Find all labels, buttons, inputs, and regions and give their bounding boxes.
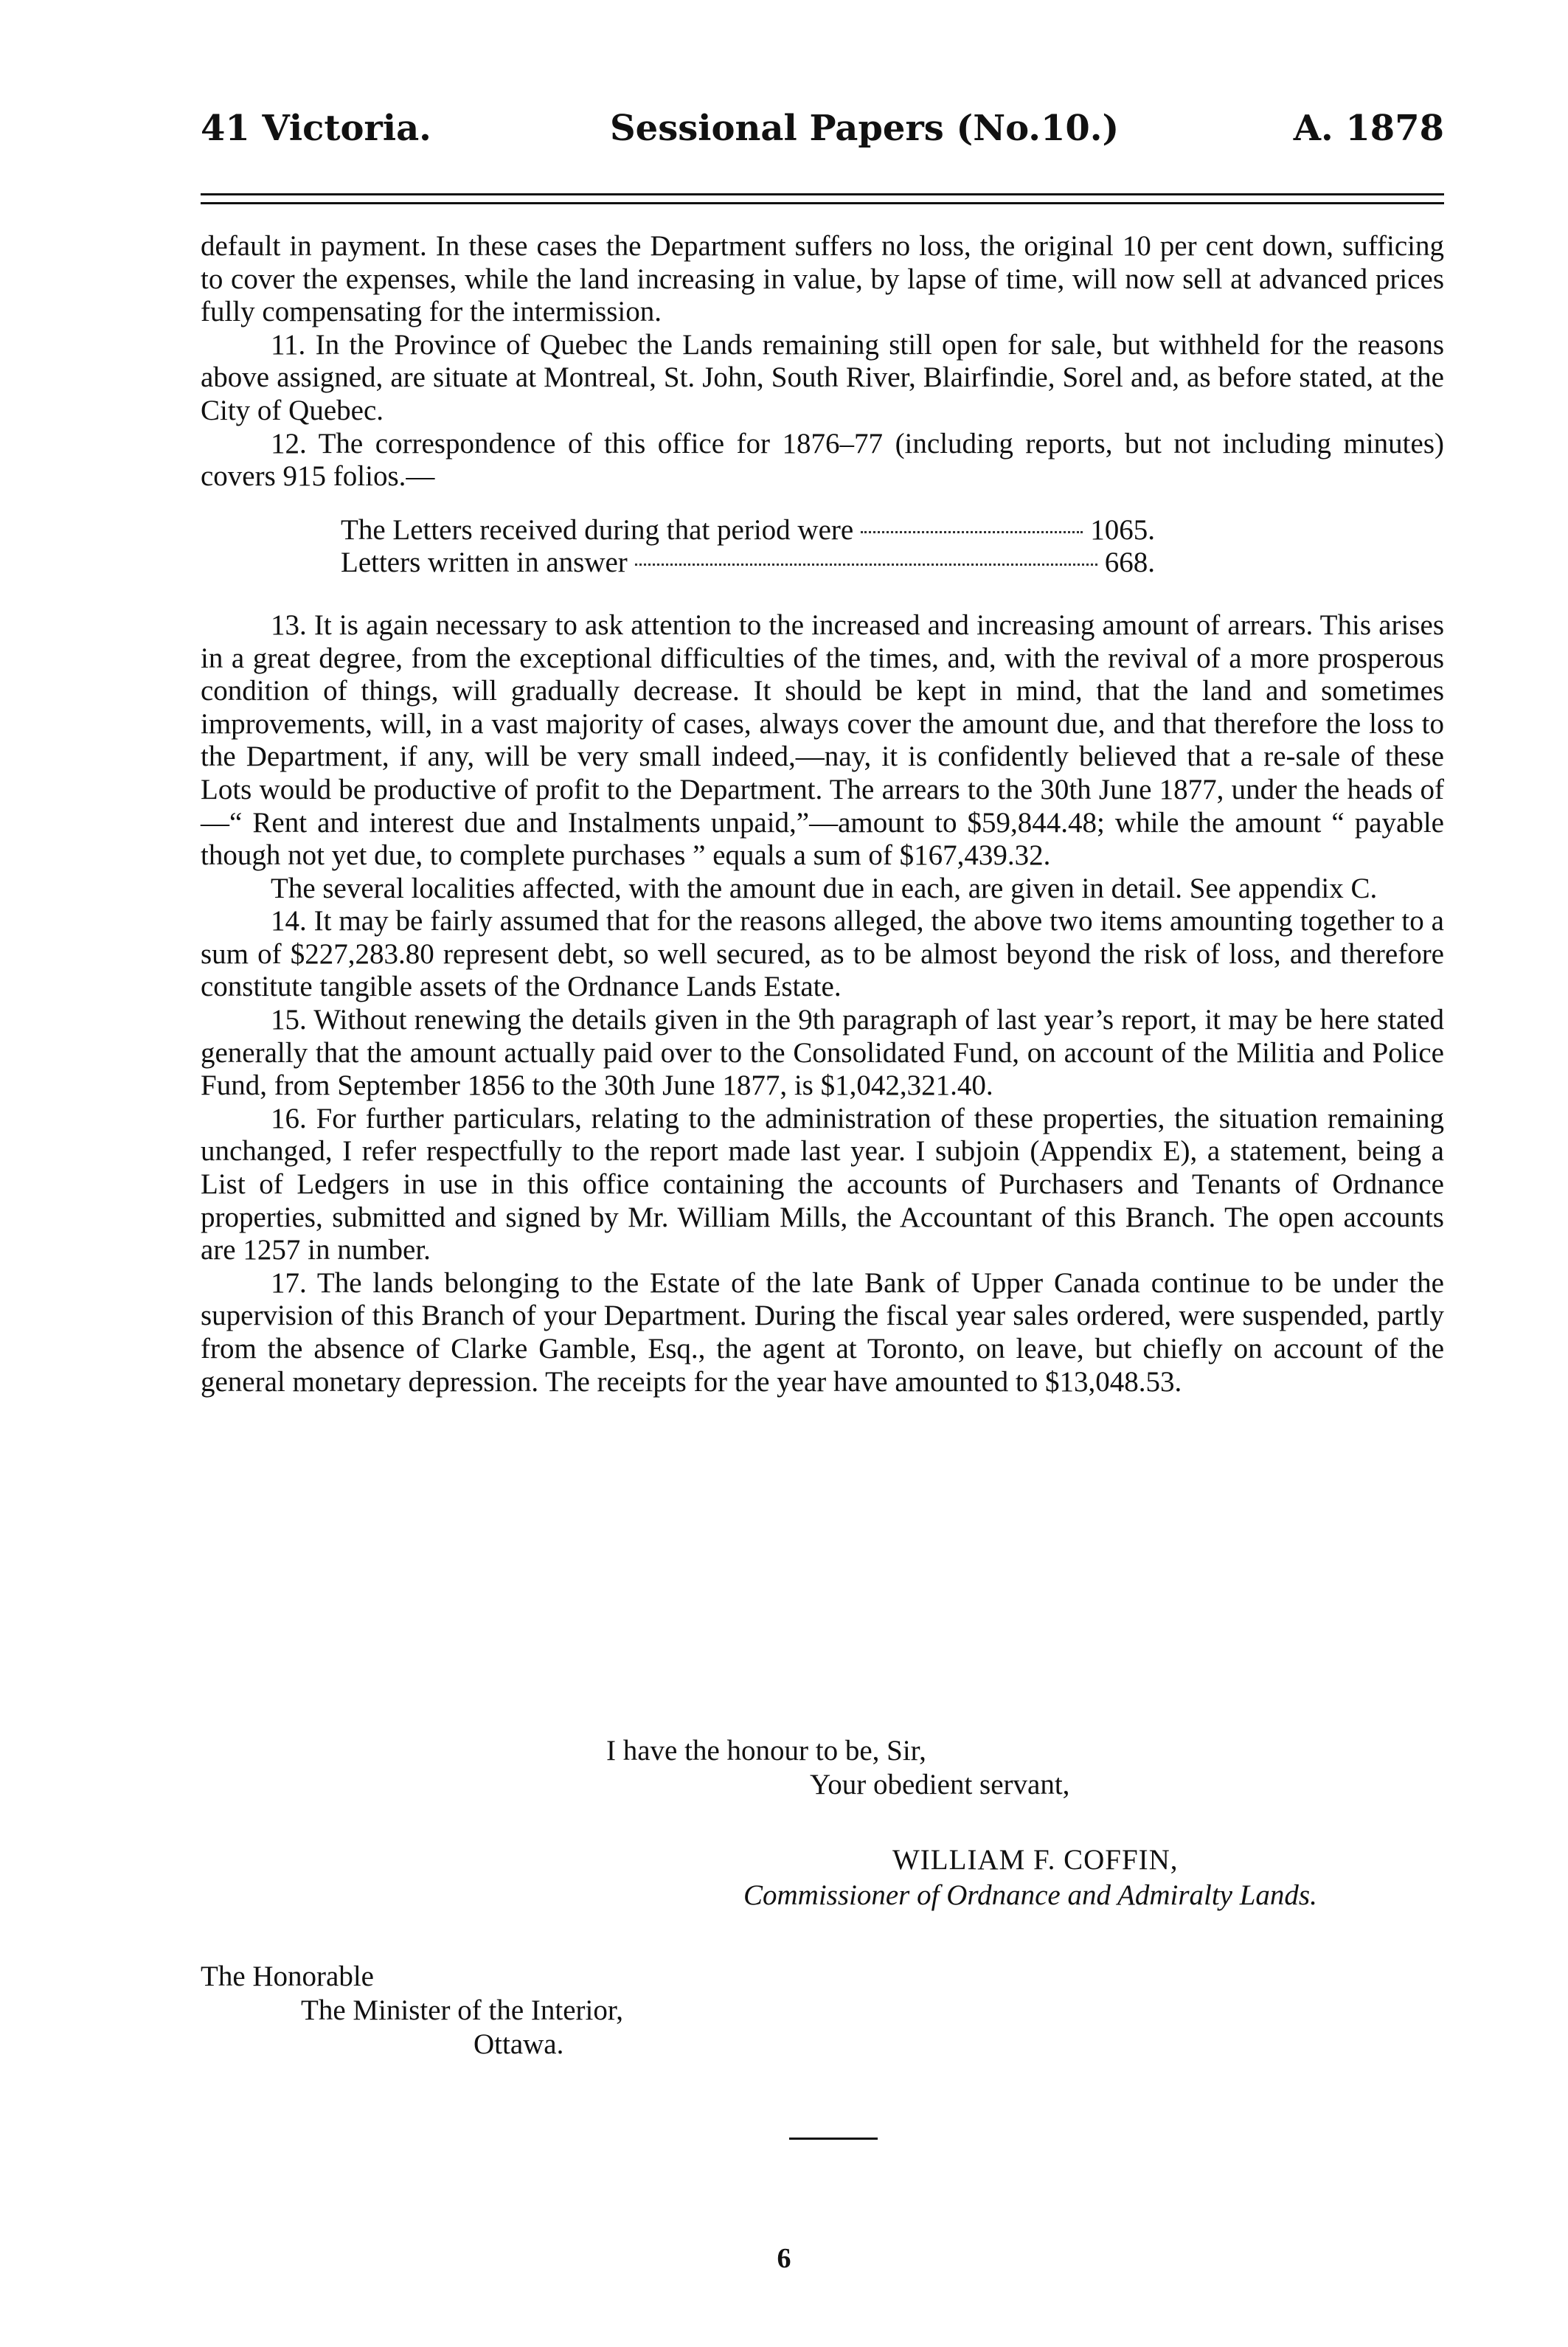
- paragraph-17: 17. The lands belonging to the Estate of the late Bank of Upper Canada continue to be under the supervision of this Branch of your Department. During the fiscal year sales ordered, were suspended, partly from the absence of Clarke Gamble, Esq., the agent at Toronto, on leave, but chiefly on account of the general monetary depression. The receipts for the year have amounted to $13,048.53.: [201, 1266, 1444, 1398]
- letters-written-label: Letters written in answer: [341, 547, 628, 579]
- report-body: [201, 230, 1444, 1398]
- addressee-line-2: The Minister of the Interior,: [301, 1994, 624, 2026]
- letters-received-label: The Letters received during that period were: [341, 513, 854, 546]
- paragraph-15: 15. Without renewing the details given in the 9th paragraph of last year’s report, it may be here stated generally that the amount actually paid over to the Consolidated Fund, on account of the Militia and Police Fund, from September 1856 to the 30th June 1877, is $1,042,321.40.: [201, 1004, 1444, 1102]
- paragraph-13-localities: The several localities affected, with the amount due in each, are given in detail. See appendix C.: [271, 872, 1378, 904]
- header-rule-top: [201, 193, 1444, 195]
- leader-dots: [635, 563, 1097, 566]
- header-session: 41 Victoria.: [201, 108, 431, 149]
- letters-received-value: 1065.: [1090, 513, 1155, 546]
- paragraph-13: 13. It is again necessary to ask attention to the increased and increasing amount of arrears. This arises in a great degree, from the exceptional difficulties of the times, and, with the revival of a more prosperous condition of things, will gradually decrease. It should be kept in mind, that the land and sometimes improvements, will, in a vast majority of cases, always cover the amount due, and that therefore the loss to the Department, if any, will be very small indeed,—nay, it is confidently believed that a re-sale of these Lots would be productive of profit to the Department. The arrears to the 30th June 1877, under the heads of—“ Rent and interest due and Instalments unpaid,”—amount to $59,844.48; while the amount “ payable though not yet due, to complete purchases ” equals a sum of $167,439.32.: [201, 609, 1444, 872]
- letters-written-value: 668.: [1104, 547, 1155, 579]
- header-sessional-papers: Sessional Papers (No.10.): [610, 108, 1120, 149]
- paragraph-12: 12. The correspondence of this office for 1876–77 (including reports, but not including minutes) covers 915 folios.—: [201, 427, 1444, 493]
- page-number: 6: [777, 2243, 791, 2274]
- letters-written-row: [341, 547, 1155, 580]
- signature-name: WILLIAM F. COFFIN,: [892, 1844, 1179, 1876]
- signature-title: Commissioner of Ordnance and Admiralty Lands.: [743, 1879, 1317, 1911]
- letters-received-row: [341, 514, 1155, 547]
- header-rule-bottom: [201, 202, 1444, 204]
- paragraph-11: 11. In the Province of Quebec the Lands remaining still open for sale, but withheld for the reasons above assigned, are situate at Montreal, St. John, South River, Blairfindie, Sorel and, as before stated, at the City of Quebec.: [201, 328, 1444, 426]
- addressee-line-1: The Honorable: [201, 1961, 374, 1992]
- closing-servant: Your obedient servant,: [810, 1769, 1070, 1800]
- leader-dots: [861, 530, 1083, 533]
- addressee-line-3: Ottawa.: [473, 2028, 564, 2060]
- paragraph-14: 14. It may be fairly assumed that for the reasons alleged, the above two items amounting together to a sum of $227,283.80 represent debt, so well secured, as to be almost beyond the risk of loss, and therefore constitute tangible assets of the Ordnance Lands Estate.: [201, 905, 1444, 1003]
- footer-rule: [789, 2138, 878, 2140]
- header-year: A. 1878: [1293, 108, 1444, 149]
- letters-summary: [201, 514, 1444, 580]
- closing-honour: I have the honour to be, Sir,: [606, 1735, 926, 1767]
- paragraph-16: 16. For further particulars, relating to the administration of these properties, the situation remaining unchanged, I refer respectfully to the report made last year. I subjoin (Appendix E), a statement, being a List of Ledgers in use in this office containing the accounts of Purchasers and Tenants of Ordnance properties, submitted and signed by Mr. William Mills, the Accountant of this Branch. The open accounts are 1257 in number.: [201, 1102, 1444, 1266]
- page-header: [201, 108, 1444, 159]
- paragraph-default: default in payment. In these cases the Department suffers no loss, the original 10 per cent down, sufficing to cover the expenses, while the land increasing in value, by lapse of time, will now sell at advanced prices fully compensating for the intermission.: [201, 230, 1444, 328]
